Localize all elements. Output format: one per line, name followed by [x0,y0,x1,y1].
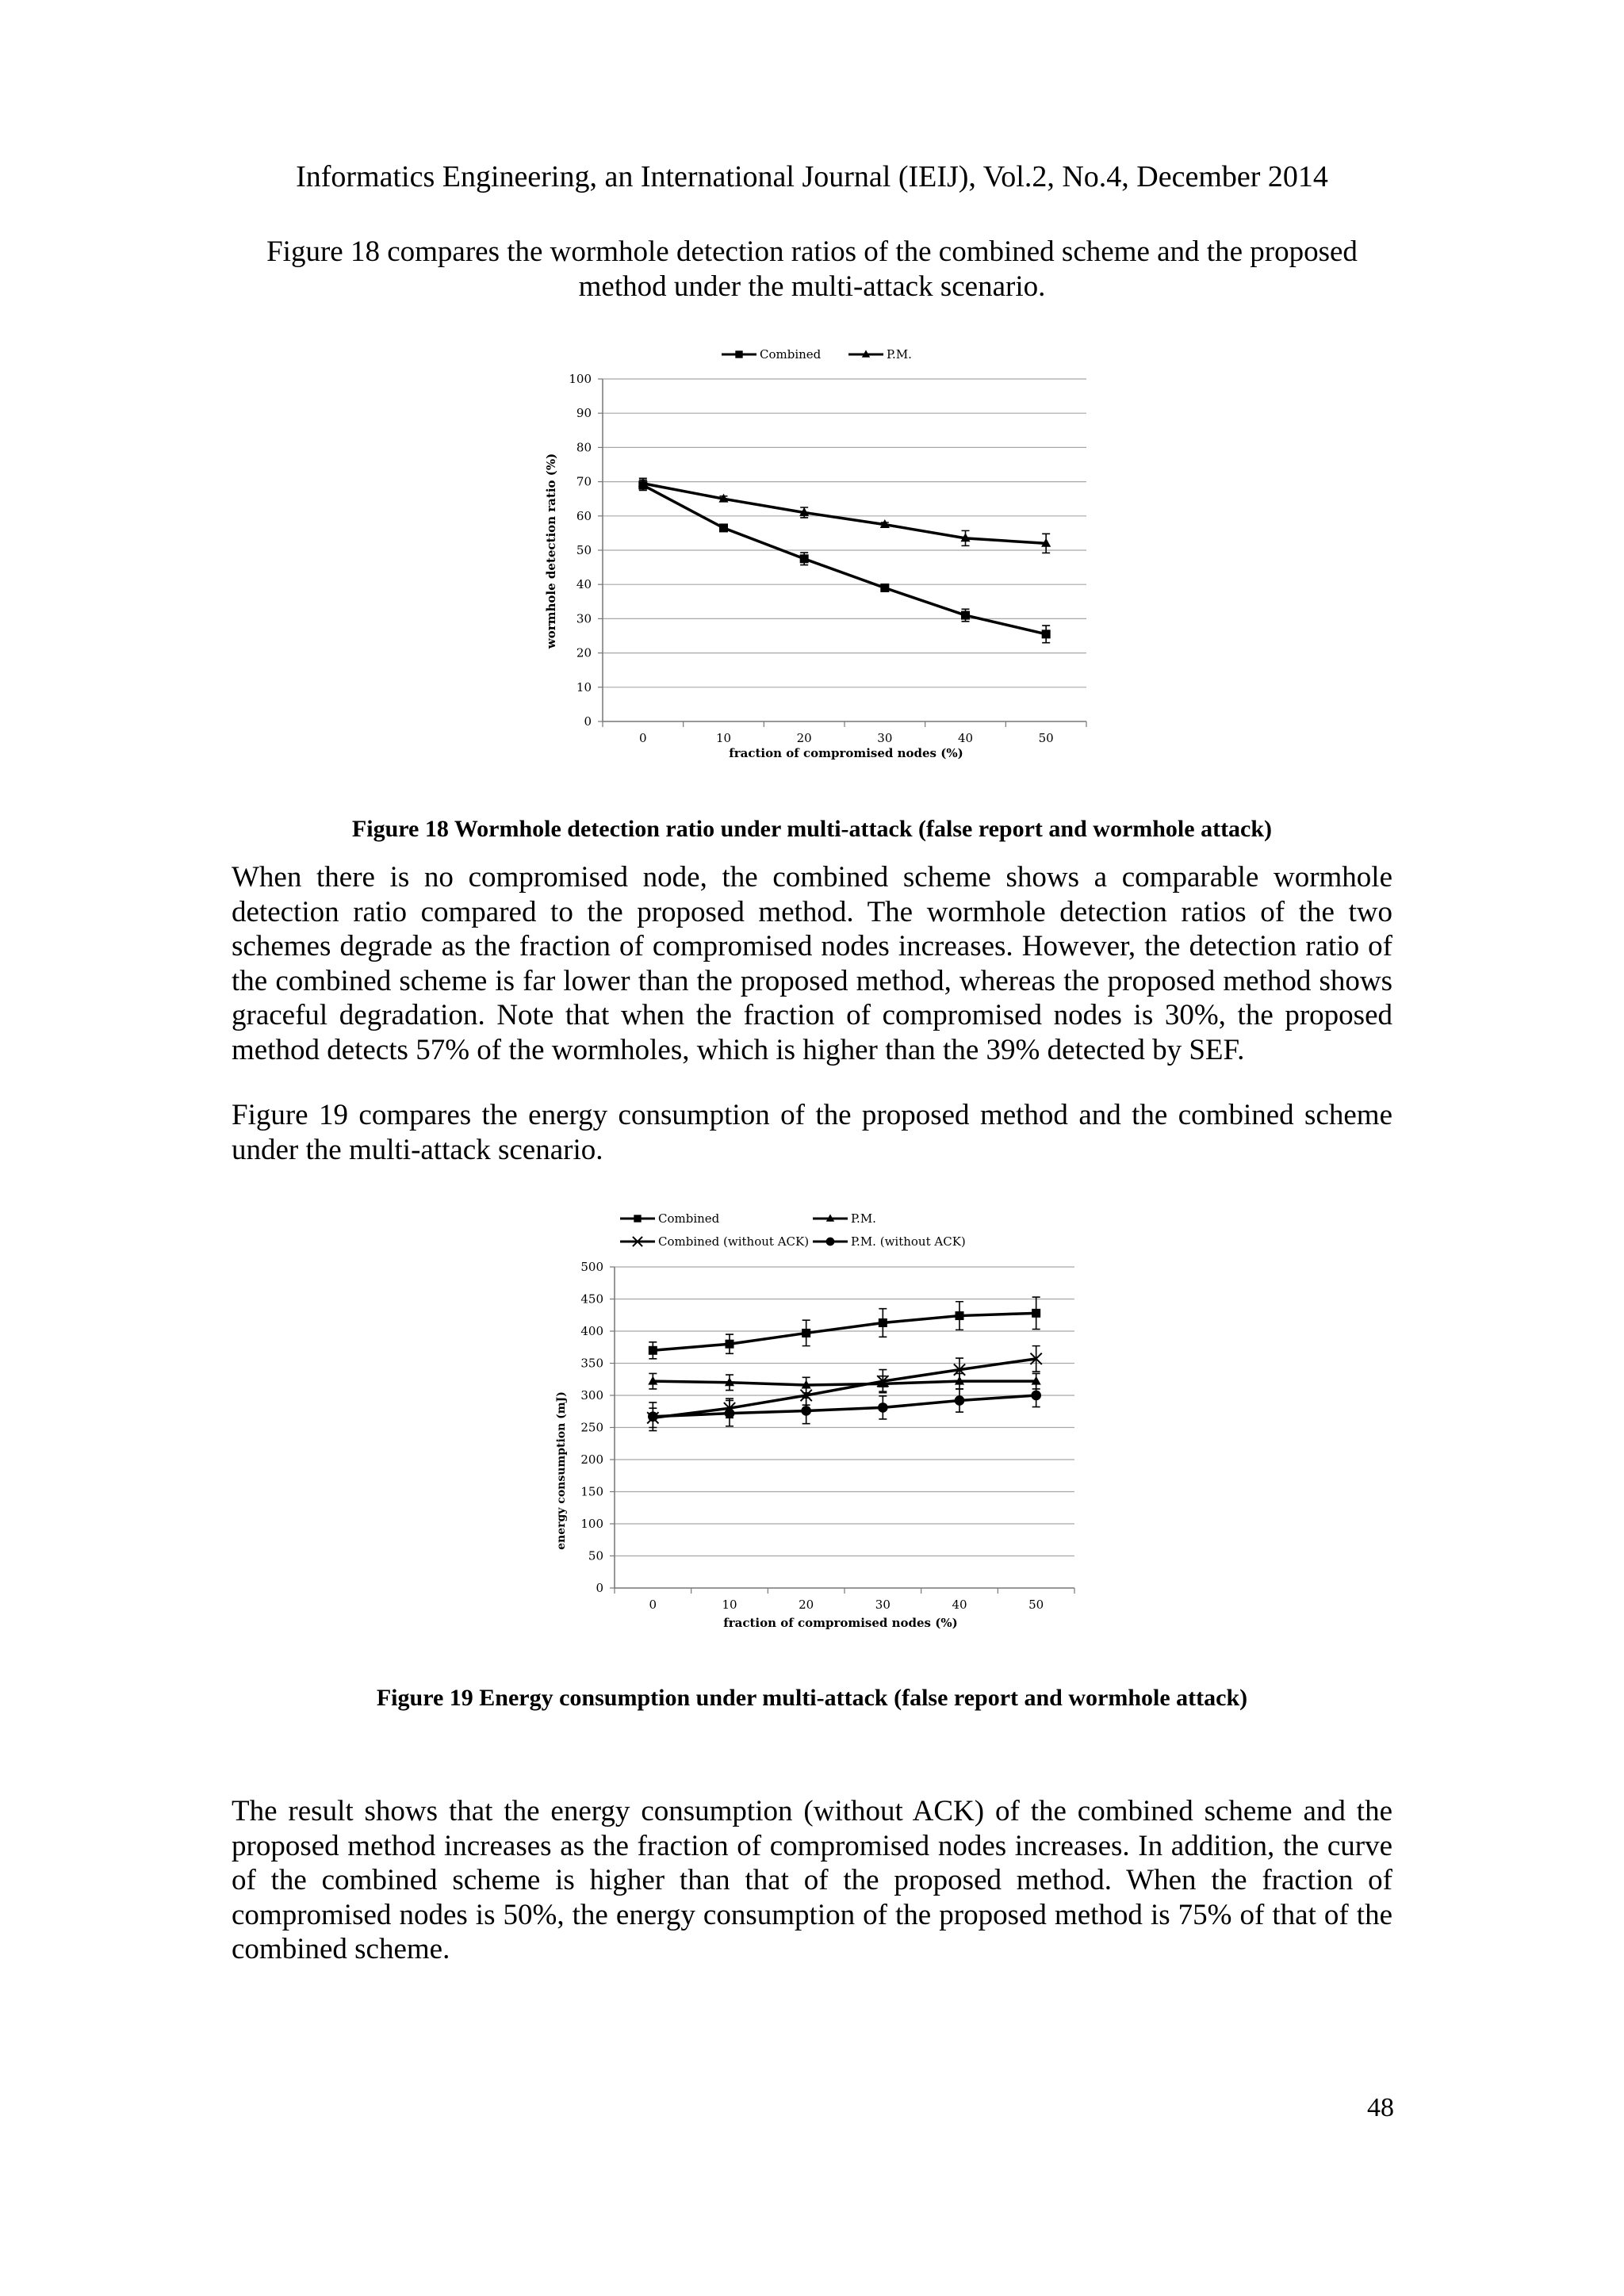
legend-entry [722,347,822,362]
paragraph-1: When there is no compromised node, the combined scheme shows a comparable wormhole detection ratio compared to the proposed method. The wormhole detection ratios of the two schemes degrade as the fraction of compromised nodes increases. However, the detection ratio of the combined scheme is far lower than the proposed method, whereas the proposed method shows graceful degradation. Note that when the fraction of compromised nodes is 30%, the proposed method detects 57% of the wormholes, which is higher than the 39% detected by SEF. [232,861,1392,1066]
legend-label: P.M. [851,1211,876,1226]
x-tick-label: 20 [799,1598,814,1612]
data-point [956,1311,964,1320]
data-point [726,1340,734,1349]
y-tick-label: 50 [588,1548,603,1563]
x-tick-label: 20 [796,731,812,745]
legend-marker [826,1238,835,1246]
y-tick-label: 0 [596,1581,603,1595]
figure-19-caption: Figure 19 Energy consumption under multi-attack (false report and wormhole attack) [376,1685,1248,1711]
legend-entry [813,1211,876,1226]
series-p-m-without-ack [648,1383,1041,1430]
series-line [643,484,1046,544]
chart-gridlines [603,379,1086,687]
data-point [719,523,728,532]
data-point [801,1406,811,1416]
data-point [879,1318,887,1327]
series-line [643,485,1046,634]
y-tick-label: 100 [580,1517,603,1531]
x-tick-label: 50 [1028,1598,1044,1612]
y-tick-label: 150 [580,1484,603,1499]
y-tick-label: 350 [580,1356,603,1371]
y-tick-label: 100 [569,372,592,386]
chart-axes [610,1267,1074,1594]
chart-series [647,1297,1042,1430]
data-point [800,554,809,563]
x-tick-label: 50 [1038,731,1054,745]
x-tick-labels [639,731,1054,745]
x-tick-label: 0 [649,1598,657,1612]
page-number: 48 [1367,2093,1394,2122]
series-line [653,1313,1036,1350]
y-tick-label: 40 [576,577,592,592]
figure-19-intro: Figure 19 compares the energy consumption of the proposed method and the combined scheme under the multi-attack scenario. [232,1099,1392,1166]
chart-gridlines [615,1267,1074,1556]
figure-19-chart [547,1201,1102,1645]
data-point [802,1329,810,1337]
legend-entry [620,1211,720,1226]
y-tick-label: 20 [576,645,592,660]
y-tick-label: 70 [576,474,592,489]
legend-label: P.M. [887,347,912,362]
data-point [878,1402,888,1413]
legend-label: Combined [658,1211,720,1226]
legend-entry [813,1234,966,1249]
data-point [649,1346,657,1355]
legend-label: Combined [760,347,822,362]
y-tick-label: 300 [580,1388,603,1402]
y-tick-label: 60 [576,508,592,523]
legend-label: Combined (without ACK) [658,1234,810,1249]
legend-marker [634,1215,641,1222]
x-tick-labels [649,1598,1044,1612]
y-tick-label: 0 [584,714,592,729]
series-p-m [648,1373,1040,1392]
chart-legend [620,1211,966,1249]
x-tick-label: 10 [722,1598,737,1612]
y-tick-label: 10 [576,679,592,695]
legend-label: P.M. (without ACK) [851,1234,966,1249]
figure-18-caption: Figure 18 Wormhole detection ratio under multi-attack (false report and wormhole attack) [351,816,1273,842]
y-tick-labels [569,372,592,729]
data-point [648,1411,658,1422]
x-axis-label: fraction of compromised nodes (%) [729,746,963,760]
legend-entry [620,1234,809,1249]
chart-legend [722,347,912,362]
data-point [1031,1391,1041,1401]
x-tick-label: 10 [715,731,732,745]
series-combined [649,1297,1040,1359]
y-tick-label: 400 [580,1324,603,1338]
y-tick-label: 250 [580,1420,603,1435]
y-axis-label: energy consumption (mJ) [555,1391,568,1550]
chart-series [638,478,1051,642]
y-tick-label: 500 [580,1260,603,1274]
series-line [653,1381,1036,1385]
y-tick-label: 450 [580,1292,603,1307]
series-line [653,1395,1036,1417]
figure-18-chart [539,337,1110,781]
y-axis-label: wormhole detection ratio (%) [544,453,558,649]
journal-header: Informatics Engineering, an International Journal (IEIJ), Vol.2, No.4, December 2014 [296,160,1328,193]
y-tick-label: 50 [576,543,592,557]
x-tick-label: 30 [877,731,893,745]
y-tick-label: 30 [576,611,592,626]
x-tick-label: 0 [639,731,647,745]
chart-axes [598,379,1086,727]
data-point [1042,629,1051,638]
figure-18-intro: Figure 18 compares the wormhole detection ratios of the combined scheme and the proposed method under the multi-attack scenario. [266,235,1358,303]
legend-entry [848,347,912,362]
x-tick-label: 30 [875,1598,891,1612]
data-point [961,611,970,620]
y-tick-label: 80 [576,440,592,455]
legend-marker [735,350,742,358]
y-tick-labels [580,1260,603,1595]
y-tick-label: 90 [576,406,592,421]
x-tick-label: 40 [952,1598,967,1612]
data-point [1032,1309,1040,1318]
x-tick-label: 40 [957,731,974,745]
y-tick-label: 200 [580,1452,603,1467]
data-point [880,584,889,592]
x-axis-label: fraction of compromised nodes (%) [723,1616,958,1630]
data-point [955,1395,965,1406]
paragraph-2: The result shows that the energy consumption (without ACK) of the combined scheme and the proposed method increases as the fraction of compromised nodes increases. In addition, the curve of the combined scheme is higher than that of the proposed method. When the fraction of compromised nodes is 50%, the energy consumption of the proposed method is 75% of that of the combined scheme. [232,1795,1392,1965]
data-point [725,1408,735,1418]
